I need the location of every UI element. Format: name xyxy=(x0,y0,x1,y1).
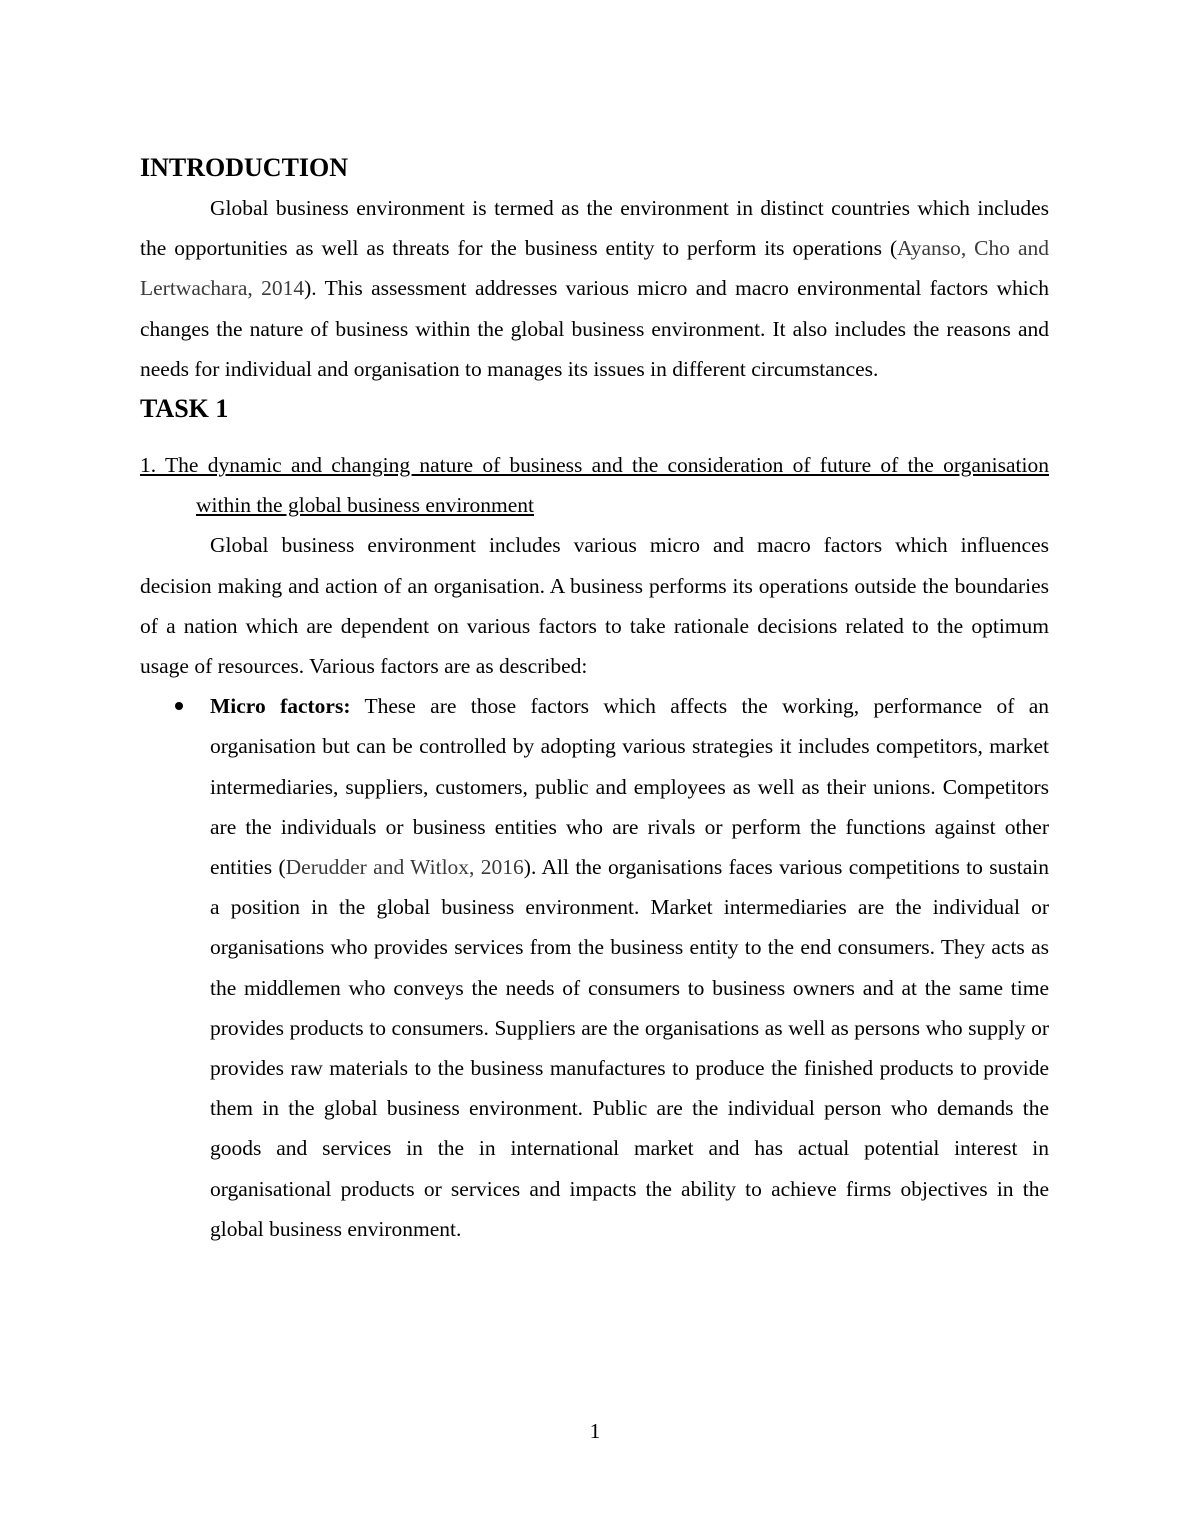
document-page xyxy=(140,148,1049,1249)
bullet-label: Micro factors: xyxy=(210,694,351,719)
intro-text-2: ). This assessment addresses various micro and macro environmental factors which changes the nature of business within the global business environment. It also includes the reasons and needs for individual and organisation to manages its issues in different circumstances. xyxy=(140,276,1049,381)
introduction-heading: INTRODUCTION xyxy=(140,153,349,182)
bullet-text-2: ). All the organisations faces various competitions to sustain a position in the global business environment. Market intermediaries are the individual or organisations who provides services from the business entity to the end consumers. They acts as the middlemen who conveys the needs of consumers to business owners and at the same time provides products to consumers. Suppliers are the organisations as well as persons who supply or provides raw materials to the business manufactures to produce the finished products to provide them in the global business environment. Public are the individual person who demands the goods and services in the in international market and has actual potential interest in organisational products or services and impacts the ability to achieve firms objectives in the global business environment. xyxy=(210,855,1049,1241)
task1-heading: TASK 1 xyxy=(140,394,229,424)
micro-factors-bullet xyxy=(140,686,1049,1249)
intro-text-1: Global business environment is termed as the environment in distinct countries which includes the opportunities as well as threats for the business entity to perform its operations ( xyxy=(140,196,1049,261)
bullet-text-1: These are those factors which affects the working, performance of an organisation but can be controlled by adopting various strategies it includes competitors, market intermediaries, suppliers, customers, public and employees as well as their unions. Competitors are the individuals or business entities who are rivals or perform the functions against other entities ( xyxy=(210,694,1049,880)
task1-paragraph: Global business environment includes various micro and macro factors which influences decision making and action of an organisation. A business performs its operations outside the boundaries of a nation which are dependent on various factors to take rationale decisions related to the optimum usage of resources. Various factors are as described: xyxy=(140,533,1049,679)
task1-item-title: 1. The dynamic and changing nature of business and the consideration of future of the organisation within the global business environment xyxy=(140,453,1049,518)
bullet-citation: Derudder and Witlox, 2016 xyxy=(285,855,524,880)
bullet-dot-icon xyxy=(175,702,183,710)
intro-citation: Ayanso, Cho and Lertwachara, 2014 xyxy=(140,236,1049,301)
page-number: 1 xyxy=(589,1419,601,1443)
introduction-paragraph xyxy=(140,188,1049,389)
